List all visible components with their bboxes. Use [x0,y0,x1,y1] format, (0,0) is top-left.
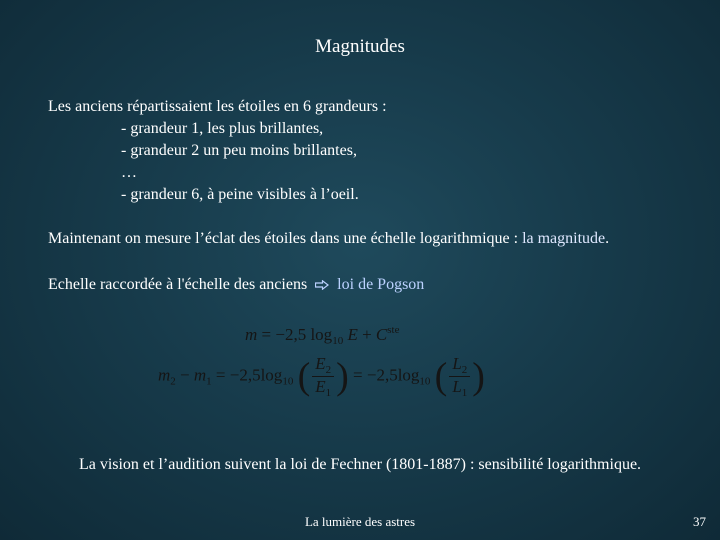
list-item: … [121,164,137,181]
fechner-sentence: La vision et l’audition suivent la loi de Fechner (1801-1887) : sensibilité logarithmique. [78,456,642,473]
formula-eq2: = −2,5log [215,365,283,385]
formula-L2: L [452,354,462,373]
slide-title: Magnitudes [315,36,405,57]
pogson-formula [158,354,485,399]
outline-right-arrow-icon [315,280,329,290]
formula-L1-sub: 1 [461,387,468,399]
formula-C: C [375,325,388,344]
formula-log-base: 10 [332,335,344,347]
formula-m2: m [158,365,171,385]
left-paren: ( [434,355,448,398]
page-number: 37 [693,514,706,529]
formula-E2-sub: 2 [325,364,332,376]
formula-L2-sub: 2 [461,364,468,376]
footer-title: La lumière des astres [304,514,416,529]
right-paren: ) [336,355,349,398]
list-item: - grandeur 1, les plus brillantes, [121,120,324,137]
formula-E1-sub: 1 [325,387,332,399]
magnitude-formula [245,324,400,347]
formula-log-base3: 10 [419,375,431,388]
list-item: - grandeur 6, à peine visibles à l’oeil. [121,186,359,203]
fraction-L [449,354,470,399]
list-item: - grandeur 2 un peu moins brillantes, [121,142,357,159]
formula-E: E [347,325,358,344]
pogson-text: Echelle raccordée à l'échelle des anciens [48,276,308,293]
magnitude-term: la magnitude [522,230,606,247]
pogson-sentence [48,274,424,296]
formula-E1: E [315,377,326,396]
formula-eq: = −2,5 log [261,325,333,344]
measure-text: Maintenant on mesure l’éclat des étoiles dans une échelle logarithmique : [48,230,519,247]
formula-log-base2: 10 [282,375,294,388]
formula-m: m [245,325,258,344]
formula-m1-sub: 1 [206,375,212,388]
left-paren: ( [297,355,311,398]
formula-ste: ste [387,324,400,336]
measure-end: . [605,230,610,247]
formula-minus: − [180,365,190,385]
formula-m1: m [193,365,207,385]
pogson-law-link[interactable]: loi de Pogson [337,276,425,293]
measure-sentence [48,228,609,250]
formula-eq3: = −2,5log [353,365,420,385]
right-paren: ) [472,355,485,398]
formula-plus: + [362,325,372,344]
formula-E2: E [315,354,326,373]
intro-line: Les anciens répartissaient les étoiles en 6 grandeurs : [48,98,387,115]
formula-m2-sub: 2 [170,375,176,388]
formula-L1: L [452,377,462,396]
fraction-E [312,354,334,399]
